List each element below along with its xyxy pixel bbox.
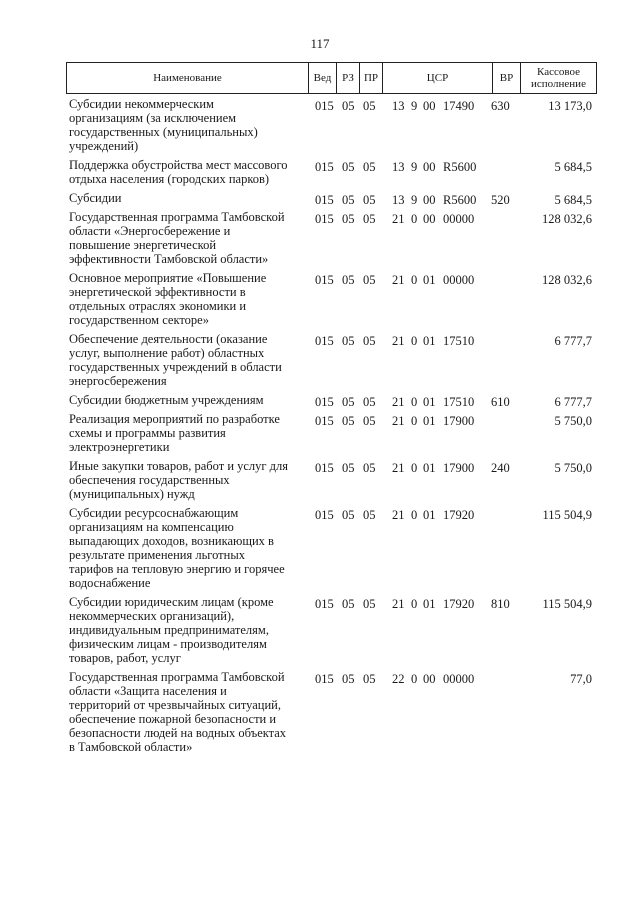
row-csr-activity: 00 (423, 193, 436, 207)
row-name: Иные закупки товаров, работ и услуг для обеспечения государственных (муниципальных) нужд (69, 459, 289, 501)
row-ved: 015 (315, 160, 334, 174)
row-rz: 05 (342, 597, 355, 611)
table-row (66, 271, 596, 327)
row-csr-direction: 17900 (443, 414, 475, 428)
row-rz: 05 (342, 273, 355, 287)
row-vr: 630 (491, 99, 510, 113)
row-pr: 05 (363, 273, 376, 287)
row-pr: 05 (363, 99, 376, 113)
row-name: Государственная программа Тамбовской области «Энергосбережение и повышение энергетической эффективности Тамбовской области» (69, 210, 285, 266)
row-csr-activity: 01 (423, 461, 436, 475)
row-rz: 05 (342, 212, 355, 226)
row-csr-program: 13 (392, 193, 405, 207)
row-csr-direction: 17900 (443, 461, 475, 475)
row-name: Основное мероприятие «Повышение энергетической эффективности в отдельных отраслях экономики и государственном секторе» (69, 271, 267, 327)
row-name: Субсидии некоммерческим организациям (за исключением государственных (муниципальных) учреждений) (69, 97, 258, 153)
row-csr-activity: 01 (423, 273, 436, 287)
row-amount: 5 684,5 (554, 193, 592, 207)
header-amount: Кассовое исполнение (521, 63, 597, 94)
row-name: Субсидии ресурсоснабжающим организациям на компенсацию выпадающих доходов, возникающих в результате применения льготных тарифов на тепловую энергию и горячее водоснабжение (69, 506, 285, 590)
row-ved: 015 (315, 212, 334, 226)
table-row (66, 412, 596, 454)
table-row (66, 459, 596, 501)
row-csr-direction: 00000 (443, 672, 475, 686)
row-rz: 05 (342, 395, 355, 409)
row-ved: 015 (315, 508, 334, 522)
row-csr-activity: 01 (423, 508, 436, 522)
row-amount: 128 032,6 (542, 212, 592, 226)
row-amount: 115 504,9 (542, 508, 592, 522)
row-csr-activity: 00 (423, 212, 436, 226)
table-row (66, 158, 596, 186)
row-csr-program: 21 (392, 273, 405, 287)
row-amount: 5 750,0 (554, 461, 592, 475)
table-body (66, 97, 596, 759)
row-csr-program: 21 (392, 461, 405, 475)
table-row (66, 191, 596, 205)
row-csr-subprogram: 0 (411, 672, 418, 686)
row-ved: 015 (315, 334, 334, 348)
table-header (66, 62, 597, 94)
row-csr-direction: 17920 (443, 508, 475, 522)
row-csr-program: 13 (392, 160, 405, 174)
row-csr-direction: 17510 (443, 395, 475, 409)
row-csr-activity: 01 (423, 395, 436, 409)
row-amount: 6 777,7 (554, 334, 592, 348)
table-row (66, 332, 596, 388)
row-csr-subprogram: 0 (411, 414, 418, 428)
row-rz: 05 (342, 461, 355, 475)
row-csr-direction: R5600 (443, 160, 477, 174)
row-csr-program: 22 (392, 672, 405, 686)
row-name: Субсидии бюджетным учреждениям (69, 393, 264, 407)
row-ved: 015 (315, 273, 334, 287)
row-ved: 015 (315, 414, 334, 428)
header-name: Наименование (67, 63, 309, 94)
row-csr-subprogram: 0 (411, 273, 418, 287)
row-amount: 5 750,0 (554, 414, 592, 428)
table-row (66, 595, 596, 665)
row-csr-program: 21 (392, 597, 405, 611)
row-ved: 015 (315, 99, 334, 113)
row-rz: 05 (342, 193, 355, 207)
row-csr-direction: 17920 (443, 597, 475, 611)
header-csr: ЦСР (383, 63, 493, 94)
row-ved: 015 (315, 193, 334, 207)
header-ved: Вед (309, 63, 337, 94)
row-amount: 5 684,5 (554, 160, 592, 174)
row-pr: 05 (363, 395, 376, 409)
row-rz: 05 (342, 99, 355, 113)
row-rz: 05 (342, 508, 355, 522)
row-csr-direction: 17490 (443, 99, 475, 113)
row-pr: 05 (363, 508, 376, 522)
row-csr-subprogram: 0 (411, 334, 418, 348)
row-pr: 05 (363, 672, 376, 686)
row-csr-program: 21 (392, 212, 405, 226)
row-vr: 240 (491, 461, 510, 475)
row-pr: 05 (363, 461, 376, 475)
row-csr-program: 13 (392, 99, 405, 113)
row-ved: 015 (315, 672, 334, 686)
row-ved: 015 (315, 395, 334, 409)
row-csr-subprogram: 0 (411, 508, 418, 522)
row-rz: 05 (342, 334, 355, 348)
row-csr-activity: 00 (423, 160, 436, 174)
row-csr-direction: R5600 (443, 193, 477, 207)
row-amount: 115 504,9 (542, 597, 592, 611)
row-csr-direction: 17510 (443, 334, 475, 348)
row-csr-program: 21 (392, 414, 405, 428)
row-name: Поддержка обустройства мест массового отдыха населения (городских парков) (69, 158, 288, 186)
page-number: 117 (310, 36, 330, 51)
table-row (66, 210, 596, 266)
row-csr-direction: 00000 (443, 273, 475, 287)
row-pr: 05 (363, 414, 376, 428)
row-amount: 6 777,7 (554, 395, 592, 409)
row-csr-subprogram: 0 (411, 461, 418, 475)
row-amount: 77,0 (570, 672, 592, 686)
row-csr-subprogram: 9 (411, 160, 418, 174)
row-name: Государственная программа Тамбовской области «Защита населения и территорий от чрезвычайных ситуаций, обеспечение пожарной безопасности и безопасности людей на водных объектах в Тамбовской области» (69, 670, 287, 754)
row-ved: 015 (315, 597, 334, 611)
row-csr-direction: 00000 (443, 212, 475, 226)
row-ved: 015 (315, 461, 334, 475)
row-pr: 05 (363, 597, 376, 611)
row-csr-program: 21 (392, 508, 405, 522)
header-rz: РЗ (337, 63, 360, 94)
row-pr: 05 (363, 212, 376, 226)
row-vr: 520 (491, 193, 510, 207)
row-vr: 610 (491, 395, 510, 409)
row-csr-subprogram: 0 (411, 597, 418, 611)
row-name: Субсидии юридическим лицам (кроме некоммерческих организаций), индивидуальным предпринимателям, физическим лицам - производителям товаров, работ, услуг (69, 595, 274, 665)
header-vr: ВР (493, 63, 521, 94)
table-row (66, 506, 596, 590)
row-csr-activity: 00 (423, 99, 436, 113)
row-pr: 05 (363, 193, 376, 207)
row-rz: 05 (342, 160, 355, 174)
row-csr-subprogram: 0 (411, 212, 418, 226)
row-csr-subprogram: 0 (411, 395, 418, 409)
row-csr-activity: 01 (423, 597, 436, 611)
row-csr-subprogram: 9 (411, 193, 418, 207)
row-csr-program: 21 (392, 334, 405, 348)
row-csr-activity: 01 (423, 334, 436, 348)
row-pr: 05 (363, 334, 376, 348)
row-name: Обеспечение деятельности (оказание услуг, выполнение работ) областных государственных учреждений в области энергосбережения (69, 332, 282, 388)
row-amount: 128 032,6 (542, 273, 592, 287)
row-csr-activity: 01 (423, 414, 436, 428)
table-row (66, 97, 596, 153)
row-amount: 13 173,0 (548, 99, 592, 113)
table-row (66, 670, 596, 754)
row-pr: 05 (363, 160, 376, 174)
header-pr: ПР (360, 63, 383, 94)
row-name: Субсидии (69, 191, 122, 205)
row-csr-activity: 00 (423, 672, 436, 686)
row-csr-program: 21 (392, 395, 405, 409)
row-vr: 810 (491, 597, 510, 611)
row-rz: 05 (342, 414, 355, 428)
table-row (66, 393, 596, 407)
row-rz: 05 (342, 672, 355, 686)
row-csr-subprogram: 9 (411, 99, 418, 113)
row-name: Реализация мероприятий по разработке схемы и программы развития электроэнергетики (69, 412, 280, 454)
